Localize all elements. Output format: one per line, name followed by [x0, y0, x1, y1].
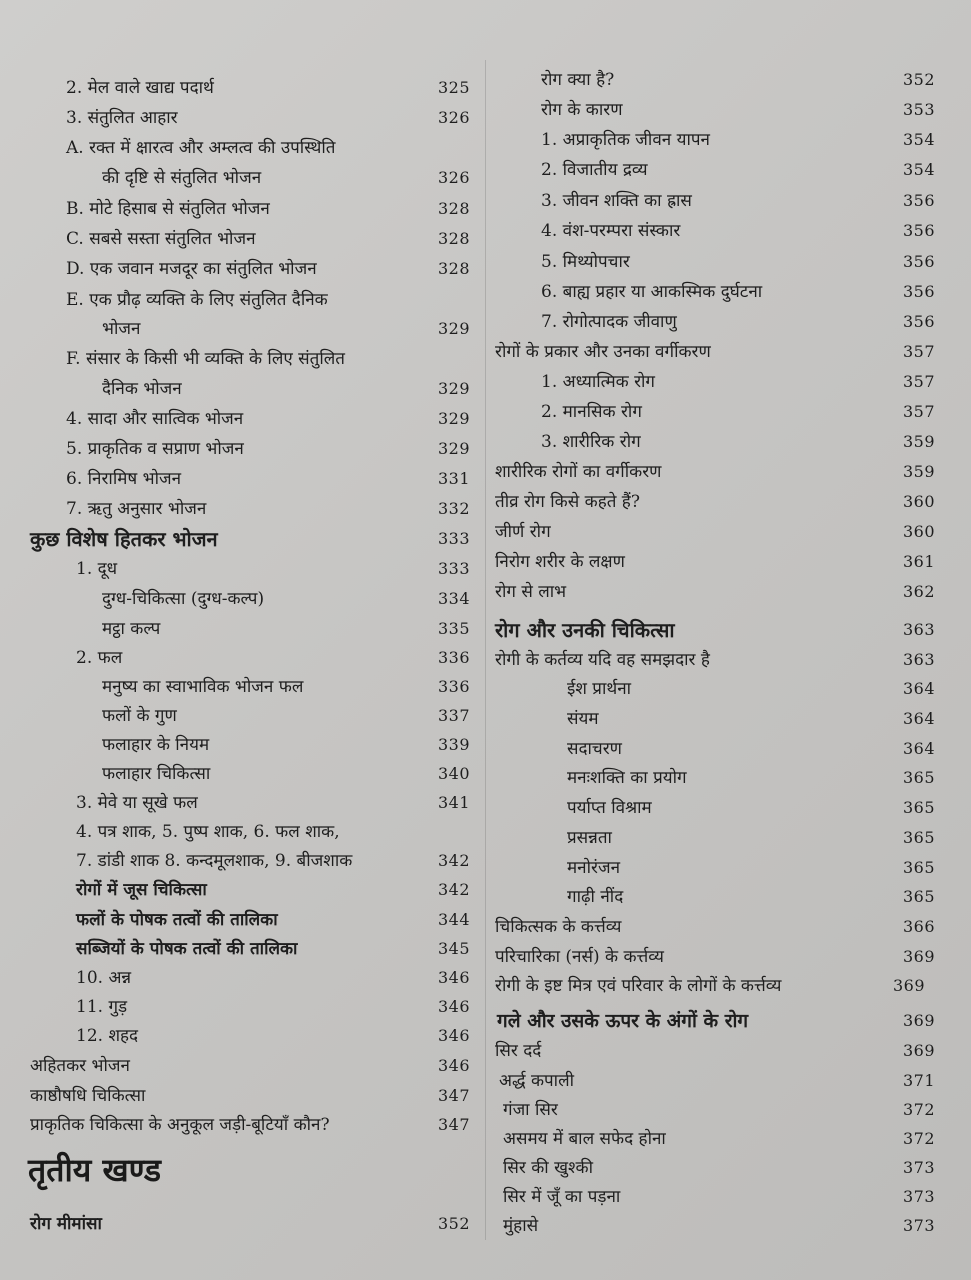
toc-entry-bold: रोग मीमांसा 352 — [30, 1214, 470, 1234]
toc-entry: 3. संतुलित आहार 326 — [66, 108, 470, 128]
toc-entry: परिचारिका (नर्स) के कर्त्तव्य 369 — [495, 947, 935, 967]
toc-entry: 6. बाह्य प्रहार या आकस्मिक दुर्घटना 356 — [541, 282, 935, 302]
toc-entry: की दृष्टि से संतुलित भोजन 326 — [102, 168, 470, 188]
toc-entry: अहितकर भोजन 346 — [30, 1056, 470, 1076]
toc-entry: जीर्ण रोग 360 — [495, 522, 935, 542]
toc-entry: 5. प्राकृतिक व सप्राण भोजन 329 — [66, 439, 470, 459]
toc-entry: 12. शहद 346 — [76, 1026, 470, 1046]
toc-entry: 1. अप्राकृतिक जीवन यापन 354 — [541, 130, 935, 150]
toc-entry: दैनिक भोजन 329 — [102, 379, 470, 399]
toc-entry: प्राकृतिक चिकित्सा के अनुकूल जड़ी-बूटियाँ कौन? 347 — [30, 1115, 470, 1135]
toc-entry: A. रक्त में क्षारत्व और अम्लत्व की उपस्थिति — [66, 138, 336, 158]
toc-entry: मनोरंजन 365 — [567, 858, 935, 878]
toc-entry: 10. अन्न 346 — [76, 968, 470, 988]
toc-entry: 1. अध्यात्मिक रोग 357 — [541, 372, 935, 392]
toc-entry: फलों के गुण 337 — [102, 706, 470, 726]
toc-right-column — [495, 70, 935, 1250]
toc-entry: निरोग शरीर के लक्षण 361 — [495, 552, 935, 572]
toc-entry: रोगी के कर्तव्य यदि वह समझदार है 363 — [495, 650, 935, 670]
toc-entry: प्रसन्नता 365 — [567, 828, 935, 848]
toc-entry: E. एक प्रौढ़ व्यक्ति के लिए संतुलित दैनिक — [66, 290, 328, 310]
toc-entry: गाढ़ी नींद 365 — [567, 887, 935, 907]
toc-entry: 3. जीवन शक्ति का ह्रास 356 — [541, 191, 935, 211]
toc-entry: पर्याप्त विश्राम 365 — [567, 798, 935, 818]
toc-entry: 6. निरामिष भोजन 331 — [66, 469, 470, 489]
toc-entry: B. मोटे हिसाब से संतुलित भोजन 328 — [66, 199, 470, 219]
toc-entry: 2. विजातीय द्रव्य 354 — [541, 160, 935, 180]
toc-entry: काष्ठौषधि चिकित्सा 347 — [30, 1086, 470, 1106]
toc-entry: गंजा सिर 372 — [503, 1100, 935, 1120]
toc-section-heading: गले और उसके ऊपर के अंगों के रोग 369 — [497, 1010, 935, 1032]
toc-entry: मनुष्य का स्वाभाविक भोजन फल 336 — [102, 677, 470, 697]
toc-entry: रोग क्या है? 352 — [541, 70, 935, 90]
toc-entry: शारीरिक रोगों का वर्गीकरण 359 — [495, 462, 935, 482]
toc-entry: 7. रोगोत्पादक जीवाणु 356 — [541, 312, 935, 332]
toc-entry: रोगों के प्रकार और उनका वर्गीकरण 357 — [495, 342, 935, 362]
toc-entry: 2. फल 336 — [76, 648, 470, 668]
toc-entry: ईश प्रार्थना 364 — [567, 679, 935, 699]
toc-entry: रोग से लाभ 362 — [495, 582, 935, 602]
toc-entry: रोगी के इष्ट मित्र एवं परिवार के लोगों के कर्त्तव्य 369 — [495, 976, 925, 996]
toc-entry: रोग के कारण 353 — [541, 100, 935, 120]
toc-entry: तीव्र रोग किसे कहते हैं? 360 — [495, 492, 935, 512]
toc-entry: 4. सादा और सात्विक भोजन 329 — [66, 409, 470, 429]
toc-entry: संयम 364 — [567, 709, 935, 729]
toc-entry: भोजन 329 — [102, 319, 470, 339]
toc-entry: 4. वंश-परम्परा संस्कार 356 — [541, 221, 935, 241]
toc-entry: 7. डांडी शाक 8. कन्दमूलशाक, 9. बीजशाक 342 — [76, 851, 470, 871]
toc-entry: C. सबसे सस्ता संतुलित भोजन 328 — [66, 229, 470, 249]
toc-entry: चिकित्सक के कर्त्तव्य 366 — [495, 917, 935, 937]
part-title: तृतीय खण्ड — [28, 1151, 161, 1189]
toc-entry: फलाहार के नियम 339 — [102, 735, 470, 755]
toc-entry: 2. मानसिक रोग 357 — [541, 402, 935, 422]
toc-entry: 2. मेल वाले खाद्य पदार्थ 325 — [66, 78, 470, 98]
toc-entry-bold: रोगों में जूस चिकित्सा 342 — [76, 880, 470, 900]
toc-entry: दुग्ध-चिकित्सा (दुग्ध-कल्प) 334 — [102, 589, 470, 609]
toc-entry: 11. गुड़ 346 — [76, 997, 470, 1017]
column-divider — [485, 60, 486, 1240]
toc-entry: सिर दर्द 369 — [495, 1041, 935, 1061]
toc-entry: मट्ठा कल्प 335 — [102, 619, 470, 639]
toc-entry: 1. दूध 333 — [76, 559, 470, 579]
toc-entry: सिर की खुश्की 373 — [503, 1158, 935, 1178]
toc-left-column — [20, 70, 470, 1250]
toc-entry: 3. मेवे या सूखे फल 341 — [76, 793, 470, 813]
toc-entry: मुंहासे 373 — [503, 1216, 935, 1236]
toc-entry: 7. ऋतु अनुसार भोजन 332 — [66, 499, 470, 519]
toc-entry: सदाचरण 364 — [567, 739, 935, 759]
toc-entry-bold: सब्जियों के पोषक तत्वों की तालिका 345 — [76, 939, 470, 959]
toc-entry: अर्द्ध कपाली 371 — [499, 1071, 935, 1091]
toc-section-heading: कुछ विशेष हितकर भोजन 333 — [30, 527, 470, 551]
toc-entry: 3. शारीरिक रोग 359 — [541, 432, 935, 452]
toc-entry: मनःशक्ति का प्रयोग 365 — [567, 768, 935, 788]
toc-entry: 5. मिथ्योपचार 356 — [541, 252, 935, 272]
toc-entry: 4. पत्र शाक, 5. पुष्प शाक, 6. फल शाक, — [76, 822, 340, 842]
toc-entry: सिर में जूँ का पड़ना 373 — [503, 1187, 935, 1207]
toc-section-heading: रोग और उनकी चिकित्सा 363 — [495, 618, 935, 642]
toc-entry: D. एक जवान मजदूर का संतुलित भोजन 328 — [66, 259, 470, 279]
toc-entry: F. संसार के किसी भी व्यक्ति के लिए संतुलित — [66, 349, 345, 369]
toc-entry: फलाहार चिकित्सा 340 — [102, 764, 470, 784]
toc-entry-bold: फलों के पोषक तत्वों की तालिका 344 — [76, 910, 470, 930]
toc-entry: असमय में बाल सफेद होना 372 — [503, 1129, 935, 1149]
